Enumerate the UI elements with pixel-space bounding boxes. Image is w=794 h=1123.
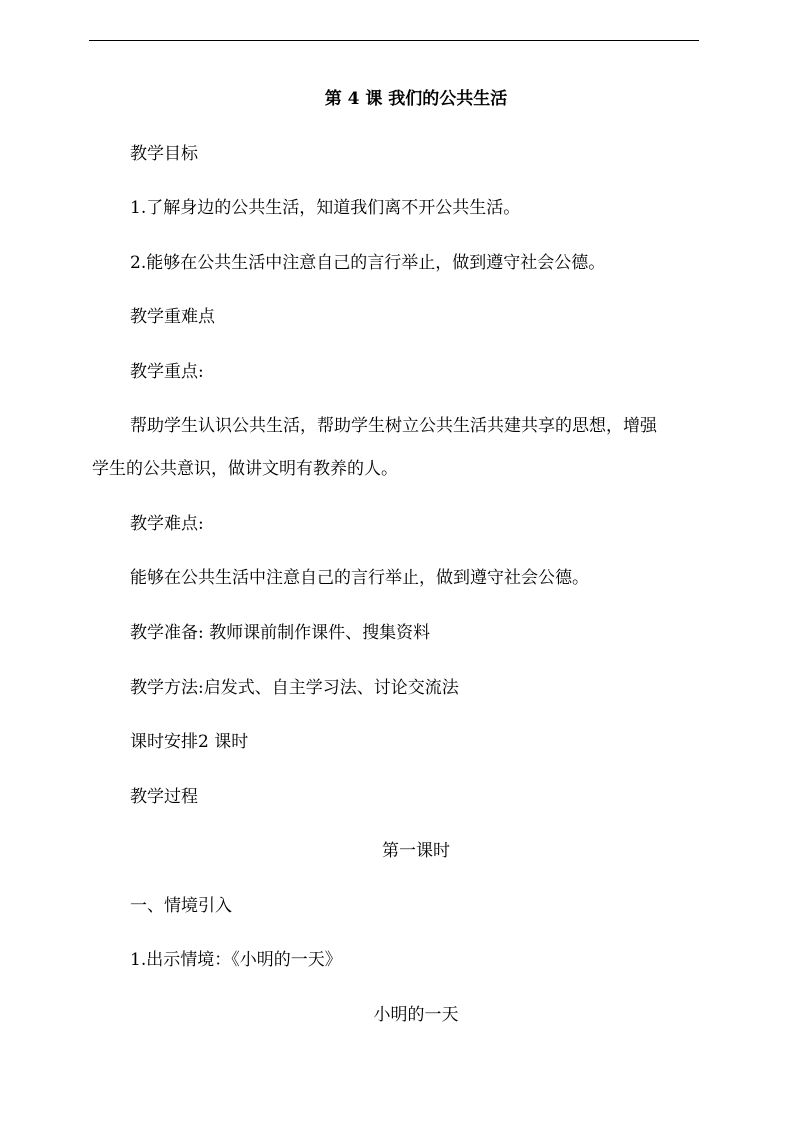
- document-title: 第 4 课 我们的公共生活: [324, 89, 508, 109]
- key-points-line-1: 帮助学生认识公共生活，帮助学生树立公共生活共建共享的思想，增强: [130, 416, 657, 436]
- item-1: 1.出示情境：《小明的一天》: [130, 950, 342, 970]
- process-heading: 教学过程: [130, 787, 198, 807]
- story-title: 小明的一天: [373, 1005, 459, 1025]
- objective-2: 2.能够在公共生活中注意自己的言行举止，做到遵守社会公德。: [130, 253, 606, 273]
- key-points-line-2: 学生的公共意识，做讲文明有教养的人。: [92, 459, 398, 479]
- methods-line: 教学方法:启发式、自主学习法、讨论交流法: [130, 678, 459, 698]
- schedule-line: 课时安排2 课时: [130, 732, 249, 752]
- section-1-heading: 一、情境引入: [130, 896, 232, 916]
- objective-1: 1.了解身边的公共生活，知道我们离不开公共生活。: [130, 198, 521, 218]
- first-lesson-heading: 第一课时: [382, 841, 450, 861]
- objectives-heading: 教学目标: [130, 144, 198, 164]
- preparation-line: 教学准备: 教师课前制作课件、搜集资料: [130, 623, 431, 643]
- key-difficult-heading: 教学重难点: [130, 307, 215, 327]
- difficult-heading: 教学难点:: [130, 514, 204, 534]
- difficult-text: 能够在公共生活中注意自己的言行举止，做到遵守社会公德。: [130, 568, 589, 588]
- header-rule: [89, 40, 699, 41]
- key-points-heading: 教学重点:: [130, 362, 204, 382]
